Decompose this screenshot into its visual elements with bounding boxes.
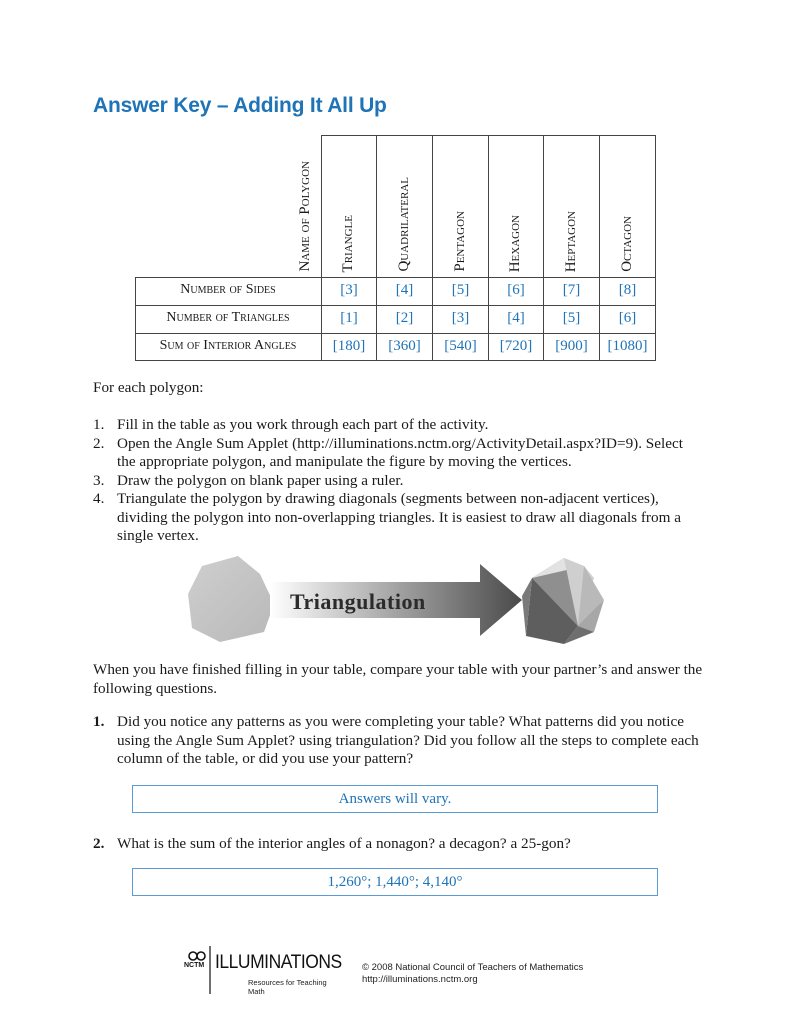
header-hexagon: Hexagon [506,214,523,272]
question-2 [93,835,703,854]
answer-box-1: Answers will vary. [132,785,658,813]
table-cell: [6] [618,310,637,326]
triangulation-figure [180,552,610,647]
header-quadrilateral: Quadrilateral [395,177,412,272]
table-cell: [3] [451,310,470,326]
illuminations-logo [182,944,342,996]
question-1 [93,713,703,769]
intro-text: For each polygon: [93,379,204,396]
question-text: Did you notice any patterns as you were completing your table? What patterns did you notice using the Angle Sum Applet? using triangulation? Did you follow all the steps to complete each column of the table, or did you use your pattern? [117,713,699,767]
footer-copyright [362,962,583,986]
polygon-table [135,135,656,361]
table-cell: [5] [562,310,581,326]
triangulation-label: Triangulation [290,589,426,614]
list-item: 4. Triangulate the polygon by drawing diagonals (segments between non-adjacent vertices), dividing the polygon into non-overlapping triangles. It is easiest to draw all diagonals from a single vertex. [93,490,681,544]
table-cell: [5] [451,282,470,298]
list-item: 2. Open the Angle Sum Applet (http://illuminations.nctm.org/ActivityDetail.aspx?ID=9). Select the appropriate polygon, and manipulate the figure by moving the vertices. [93,434,683,470]
triangulation-arrow [270,564,522,636]
table-cell: [180] [332,338,366,354]
footer-url[interactable]: http://illuminations.nctm.org [362,974,478,985]
compare-text: When you have finished filling in your table, compare your table with your partner’s and answer the following questions. [93,661,703,697]
table-cell: [4] [395,282,414,298]
row-label-angles: Sum of Interior Angles [159,338,297,353]
logo-tagline: Resources for Teaching Math [248,978,327,996]
page-title: Answer Key – Adding It All Up [93,94,387,117]
polygon-shape [188,556,274,642]
nctm-logo-icon [182,944,212,996]
triangulated-polygon [522,558,604,644]
table-cell: [720] [499,338,533,354]
row-label-sides: Number of Sides [180,282,276,297]
list-item: 3. Draw the polygon on blank paper using a ruler. [93,471,404,489]
header-pentagon: Pentagon [451,211,468,272]
table-cell: [3] [340,282,358,298]
row-label-triangles: Number of Triangles [166,310,290,325]
copyright-text: © 2008 National Council of Teachers of Mathematics [362,962,584,973]
table-cell: [7] [562,282,581,298]
table-cell: [4] [507,310,525,326]
header-name-of-polygon: Name of Polygon [296,161,313,272]
table-cell: [6] [507,282,525,298]
question-text: What is the sum of the interior angles of a nonagon? a decagon? a 25-gon? [117,835,571,852]
question-number: 2. [93,835,105,852]
table-cell: [1] [340,310,358,326]
list-item: 1. Fill in the table as you work through each part of the activity. [93,416,489,433]
table-cell: [2] [395,310,414,326]
table-cell: [360] [388,338,421,354]
table-cell: [8] [618,282,637,298]
answer-box-2: 1,260°; 1,440°; 4,140° [132,868,658,896]
nctm-text: NCTM [184,962,205,969]
table-cell: [540] [444,338,477,354]
table-cell: [1080] [607,338,648,354]
steps-list [93,416,703,546]
table-cell: [900] [555,338,588,354]
illuminations-wordmark: ILLUMINATIONS [215,952,342,973]
header-octagon: Octagon [618,216,635,272]
header-triangle: Triangle [339,214,356,272]
header-heptagon: Heptagon [562,210,579,272]
question-number: 1. [93,713,105,730]
